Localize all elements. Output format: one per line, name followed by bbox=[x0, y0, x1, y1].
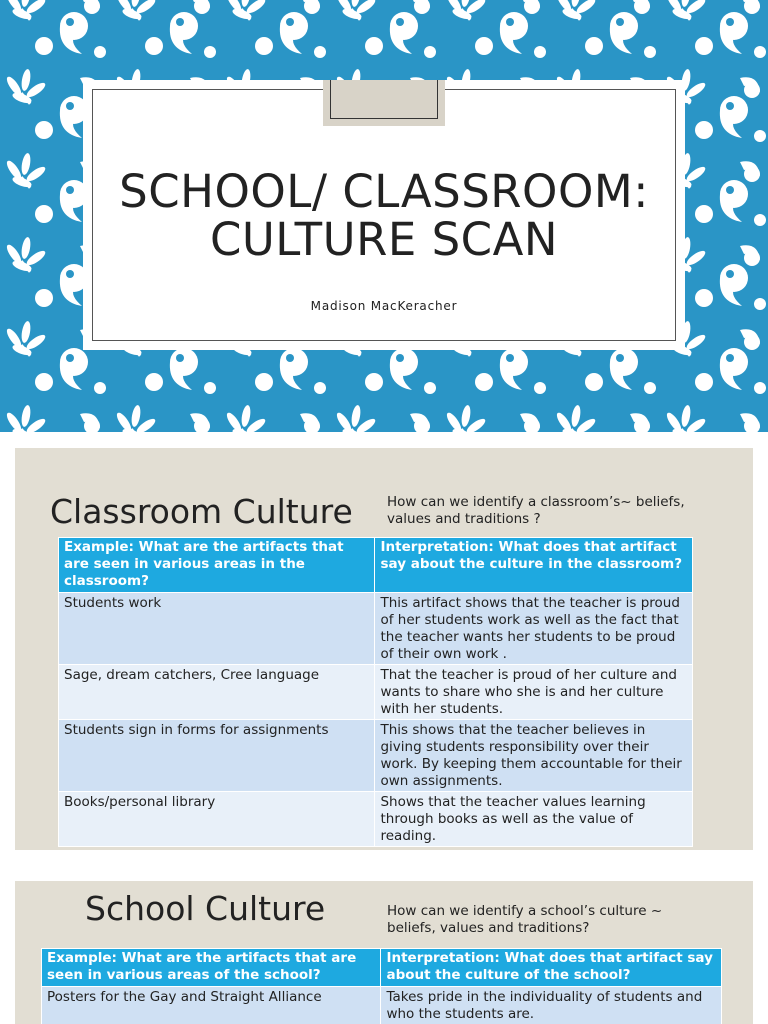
cell-interpretation: That the teacher is proud of her culture and wants to share who she is and her culture with her students. bbox=[375, 665, 693, 720]
table-header-row bbox=[42, 949, 722, 987]
cell-example: Sage, dream catchers, Cree language bbox=[59, 665, 375, 720]
column-header-interpretation: Interpretation: What does that artifact say about the culture of the school? bbox=[381, 949, 722, 987]
cell-interpretation: Takes pride in the individuality of students and who the students are. bbox=[381, 987, 722, 1024]
table-row bbox=[59, 593, 693, 665]
column-header-example: Example: What are the artifacts that are seen in various areas of the school? bbox=[42, 949, 381, 987]
cell-interpretation: This artifact shows that the teacher is proud of her students work as well as the fact that the teacher wants her students to be proud of their own work . bbox=[375, 593, 693, 665]
slide-question: How can we identify a school’s culture ~ beliefs, values and traditions? bbox=[387, 903, 663, 936]
title-line-2: CULTURE SCAN bbox=[209, 213, 559, 266]
table-row bbox=[42, 987, 722, 1024]
title-line-1: SCHOOL/ CLASSROOM: bbox=[119, 165, 649, 218]
school-artifacts-table bbox=[41, 948, 722, 1024]
table-row bbox=[59, 720, 693, 792]
cell-example: Students sign in forms for assignments bbox=[59, 720, 375, 792]
table-row bbox=[59, 792, 693, 847]
cell-example: Students work bbox=[59, 593, 375, 665]
table-row bbox=[59, 665, 693, 720]
classroom-artifacts-table bbox=[58, 537, 693, 847]
table-header-row bbox=[59, 538, 693, 593]
title-slide bbox=[0, 0, 768, 432]
slide-heading: School Culture bbox=[85, 889, 326, 928]
author-name: Madison MacKeracher bbox=[310, 299, 458, 313]
cell-example: Posters for the Gay and Straight Alliance bbox=[42, 987, 381, 1024]
slide-heading: Classroom Culture bbox=[50, 492, 353, 531]
column-header-interpretation: Interpretation: What does that artifact say about the culture in the classroom? bbox=[375, 538, 693, 593]
school-culture-slide bbox=[15, 881, 753, 1024]
cell-example: Books/personal library bbox=[59, 792, 375, 847]
cell-interpretation: Shows that the teacher values learning through books as well as the value of reading. bbox=[375, 792, 693, 847]
classroom-culture-slide bbox=[15, 448, 753, 850]
slide-question: How can we identify a classroom’s~ beliefs, values and traditions ? bbox=[387, 494, 685, 527]
column-header-example: Example: What are the artifacts that are seen in various areas in the classroom? bbox=[59, 538, 375, 593]
title-card bbox=[83, 80, 685, 350]
cell-interpretation: This shows that the teacher believes in giving students responsibility over their work. By keeping them accountable for their own assignments. bbox=[375, 720, 693, 792]
clip-tab-decoration bbox=[323, 80, 445, 126]
presentation-title bbox=[83, 165, 685, 266]
